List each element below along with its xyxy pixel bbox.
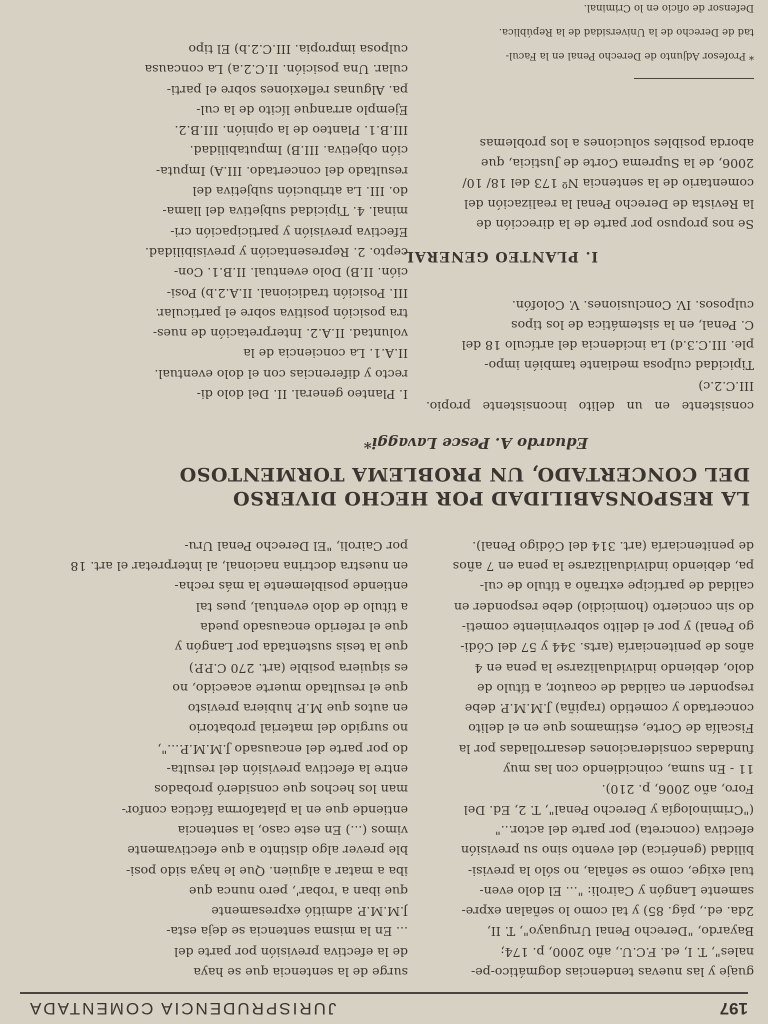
summary-line: culposos. IV. Conclusiones. V. Colofón. [511,297,754,313]
text-line: 2da. ed., pág. 85) y tal como lo señalan expre- [461,904,754,920]
text-line: la Revista de Derecho Penal la realización del [464,196,754,212]
text-line: en autos que M.P. hubiera previsto [187,701,408,717]
text-line: no surgido del material probatorio [189,721,408,737]
summary-line: consistente en un delito inconsistente propio. III.C.2.c) [426,378,754,414]
summary-line: I. Planteo general. II. Del dolo di- [196,387,408,402]
text-line: aborda posibles soluciones a los problemas [479,135,754,151]
text-line: ... En la misma sentencia se deja esta- [166,924,408,940]
summary-line: pa. Algunas reflexiones sobre el parti- [166,82,408,98]
text-line: que iban a 'robar', pero nunca que [189,883,408,899]
text-line: tual exige, como se señala, no sólo la previsi- [467,863,754,879]
footnote [424,0,754,72]
article-title-line: LA RESPONSABILIDAD POR HECHO DIVERSO [232,487,750,509]
text-line: es siquiera posible (art. 270 C.P.P.) [188,660,408,676]
text-line: comentario de la sentencia Nº 173 del 18/ 10/ [462,176,754,192]
text-line: surge de la sentencia que se haya [193,965,408,980]
text-line: en nuestra doctrina nacional, al interpretar el art. 18 [70,559,408,575]
text-line: entiende que en la plataforma fáctica confor- [121,802,408,818]
text-line: calidad de partícipe extraño a título de cul- [479,579,754,595]
text-line: Bayardo, "Derecho Penal Uruguayo", T. II, [486,924,754,940]
footnote-rule [634,78,754,79]
summary-line: cular. Una posición. II.C.2.a) La concausa [144,62,408,78]
text-line: dolo, debiendo individualizarse la pena en 4 [474,660,754,676]
text-line: go Penal) y por el delito sobreviniente cometi- [461,619,754,635]
text-line: pa, debiendo individualizarse la pena en 7 años [452,559,754,575]
text-line: por Cairoli, "El Derecho Penal Uru- [184,538,408,554]
right-column-summary [0,39,408,404]
summary-line: Ejemplo arranque lícito de la cul- [196,102,408,118]
text-line: fundadas consideraciones desarrolladas por la [458,741,754,757]
left-column-top [426,535,754,982]
page-number: 197 [719,999,748,1018]
text-line: vimos (...) En este caso, la sentencia [177,822,408,838]
article-title [30,462,750,510]
text-line: que el resultado muerte acaecido, no [172,680,408,696]
text-line: de penitenciaría (art. 314 del Código Penal). [472,538,754,554]
text-line: Fiscalía de Corte, estimamos que en el delito [468,721,754,737]
text-line: que la tesis sustentada por Langón y [174,640,408,656]
summary-line: ple. III.C.3.d) La incidencia del artículo 18 del [461,338,754,354]
right-column-top [0,535,408,982]
left-column-summary [426,294,754,416]
text-line: de la efectiva previsión por parte del [174,944,408,960]
running-head [20,992,748,1022]
footnote-line: Defensor de oficio en lo Criminal. [583,2,754,13]
text-line: bilidad (genérica) del evento sino su previsión [460,843,754,859]
summary-line: III. Posición tradicional. II.A.2.b) Posi- [166,285,408,301]
summary-line: C. Penal, en la sistemática de los tipos [511,317,754,333]
footnote-line: * Profesor Adjunto de Derecho Penal en la Facul- [505,50,754,61]
summary-line: recto y diferencias con el dolo eventual. [154,366,408,382]
summary-line: ción objetiva. III.B) Imputabilidad. [189,143,408,159]
text-line: años de penitenciaría (arts. 344 y 57 del Códi- [460,640,754,656]
summary-line: tra posición positiva sobre el particular. [155,305,408,321]
summary-line: voluntad. II.A.2. Interpretación de nues- [152,326,408,342]
text-line: ("Criminología y Derecho Penal", T. 2, Ed. Del [463,802,754,818]
text-line: a título de dolo eventual, pues tal [195,599,408,615]
text-line: guaje y las nuevas tendencias dogmático-pe- [470,965,754,980]
text-line: entre la efectiva previsión del resulta- [166,762,408,778]
text-line: nales", T. I, ed. F.C.U., año 2000, p. 174; [500,944,754,960]
summary-line: III.B.1. Planteo de la opinión. III.B.2. [174,123,408,139]
text-line: concertado y cometido (rapiña) J.M.M.P. debe [464,701,754,717]
summary-line: Tipicidad culposa mediante también impo- [484,358,754,374]
text-line: do por parte del encausado J.M.M.P....", [157,741,408,757]
summary-line: resultado del concertado. III.A) Imputa- [155,163,408,179]
text-line: entiende posiblemente la más recha- [174,579,408,595]
text-line: ble prever algo distinto a que efectivamente [127,843,408,859]
text-line: samente Langón y Cairoli: "... El dolo even- [479,883,754,899]
text-line: iba a matar a alguien. Que le haya sido posi- [125,863,408,879]
footnote-line: tad de Derecho de la Universidad de la República. [498,26,754,37]
author-name: Eduardo A. Pesce Lavaggi* [363,434,588,452]
summary-line: cepto. 2. Representación y previsibilidad. [145,244,408,260]
text-line: 2006, de la Suprema Corte de Justicia, que [481,156,754,172]
text-line: que el referido encausado pueda [200,619,408,635]
summary-line: do. III. La atribución subjetiva del [192,184,408,200]
text-line: efectiva (concreta) por parte del actor..." [494,822,754,838]
summary-line: ción. II.B) Dolo eventual. II.B.1. Con- [173,265,408,281]
journal-title: JURISPRUDENCIA COMENTADA [28,999,337,1018]
summary-line: II.A.1. La conciencia de la [243,346,408,362]
text-line: Foro, año 2006, p. 210). [601,782,754,798]
text-line: man los hechos que consideró probados [154,782,408,798]
text-line: do sin concierto (homicidio) debe responder en [453,599,754,615]
text-line: 11 - En suma, coincidiendo con las muy [503,762,754,778]
article-title-line: DEL CONCERTADO, UN PROBLEMA TORMENTOSO [179,463,750,485]
left-column-body [426,133,754,234]
section-heading: I. PLANTEO GENERAL [403,248,598,264]
summary-line: Efectiva previsión y participación cri- [170,224,408,240]
text-line: responder en calidad de coautor, a título de [477,680,754,696]
summary-line: culposa impropia. III.C.2.b) El tipo [188,41,408,57]
text-line: Se nos propuso por parte de la dirección de [476,217,754,232]
text-line: J.M.M.P. admitió expresamente [211,904,408,920]
summary-line: minal. 4. Tipicidad subjetiva del llama- [162,204,408,220]
